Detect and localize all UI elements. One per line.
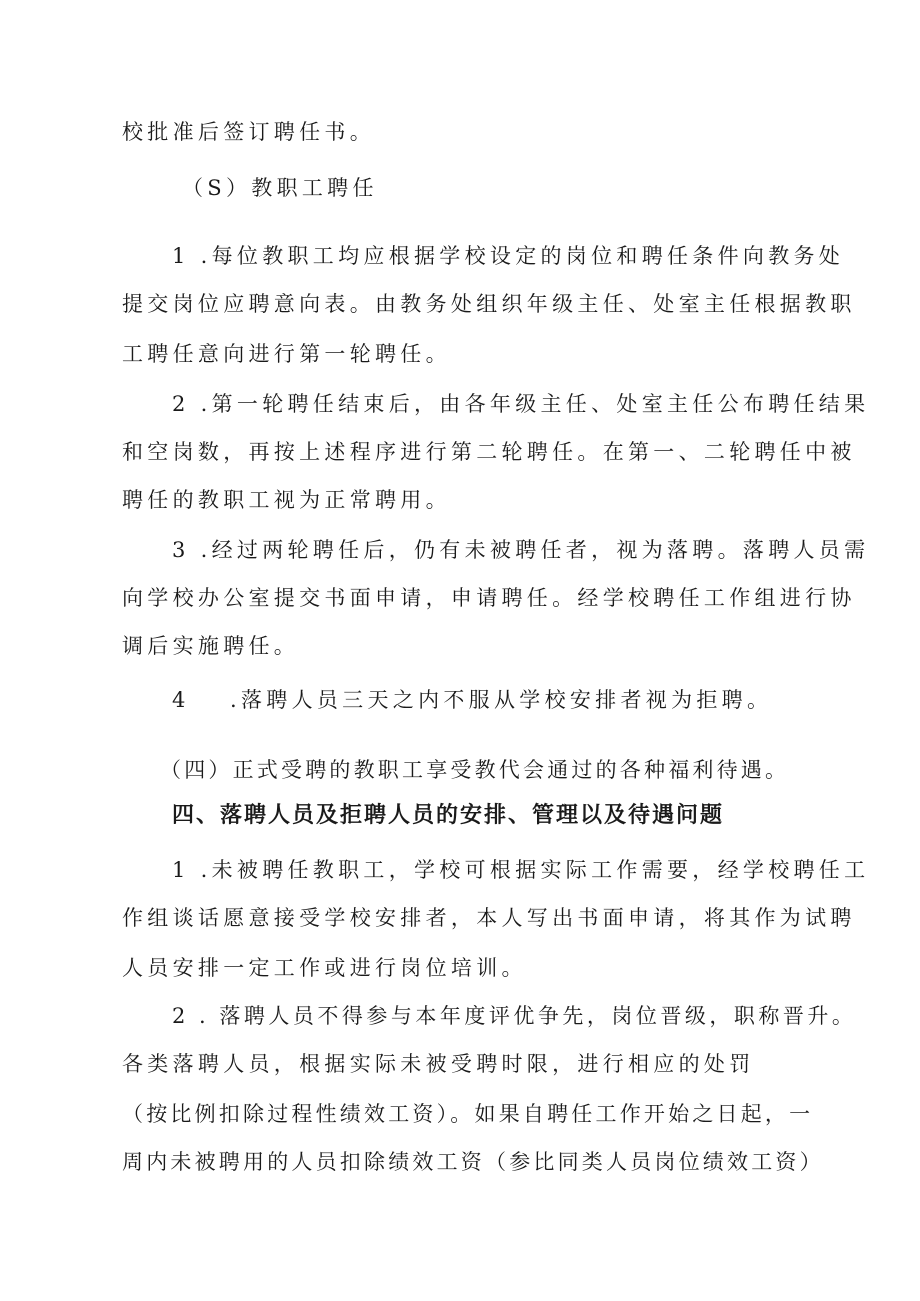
text-line: 聘任的教职工视为正常聘用。	[122, 488, 451, 512]
text-line: 1 .每位教职工均应根据学校设定的岗位和聘任条件向教务处	[172, 244, 845, 268]
chapter-heading: 四、落聘人员及拒聘人员的安排、管理以及待遇问题	[172, 803, 725, 828]
text-line: 2 .第一轮聘任结束后，由各年级主任、处室主任公布聘任结果	[172, 392, 870, 416]
text-line: 提交岗位应聘意向表。由教务处组织年级主任、处室主任根据教职	[122, 292, 856, 316]
text-line: 周内未被聘用的人员扣除绩效工资（参比同类人员岗位绩效工资）	[122, 1150, 824, 1174]
section-heading: （S）教职工聘任	[182, 176, 378, 200]
text-line: 调后实施聘任。	[122, 634, 300, 658]
text-line: 和空岗数，再按上述程序进行第二轮聘任。在第一、二轮聘任中被	[122, 440, 856, 464]
text-line: 2 . 落聘人员不得参与本年度评优争先，岗位晋级，职称晋升。	[172, 1004, 857, 1028]
text-line: 3 .经过两轮聘任后，仍有未被聘任者，视为落聘。落聘人员需	[172, 538, 870, 562]
list-number: 4	[172, 688, 190, 712]
text-line: 1 .未被聘任教职工，学校可根据实际工作需要，经学校聘任工	[172, 858, 870, 882]
text-line: 作组谈话愿意接受学校安排者，本人写出书面申请，将其作为试聘	[122, 906, 856, 930]
text-line: .落聘人员三天之内不服从学校安排者视为拒聘。	[230, 688, 773, 712]
text-line: 校批准后签订聘任书。	[122, 120, 375, 144]
text-line: 向学校办公室提交书面申请，申请聘任。经学校聘任工作组进行协	[122, 586, 856, 610]
text-line: （按比例扣除过程性绩效工资）。如果自聘任工作开始之日起，一	[122, 1102, 814, 1126]
text-line: 人员安排一定工作或进行岗位培训。	[122, 956, 527, 980]
text-line: 各类落聘人员，根据实际未被受聘时限，进行相应的处罚	[122, 1052, 755, 1076]
text-line: 工聘任意向进行第一轮聘任。	[122, 342, 451, 366]
section-heading: （四）正式受聘的教职工享受教代会通过的各种福利待遇。	[160, 758, 790, 782]
